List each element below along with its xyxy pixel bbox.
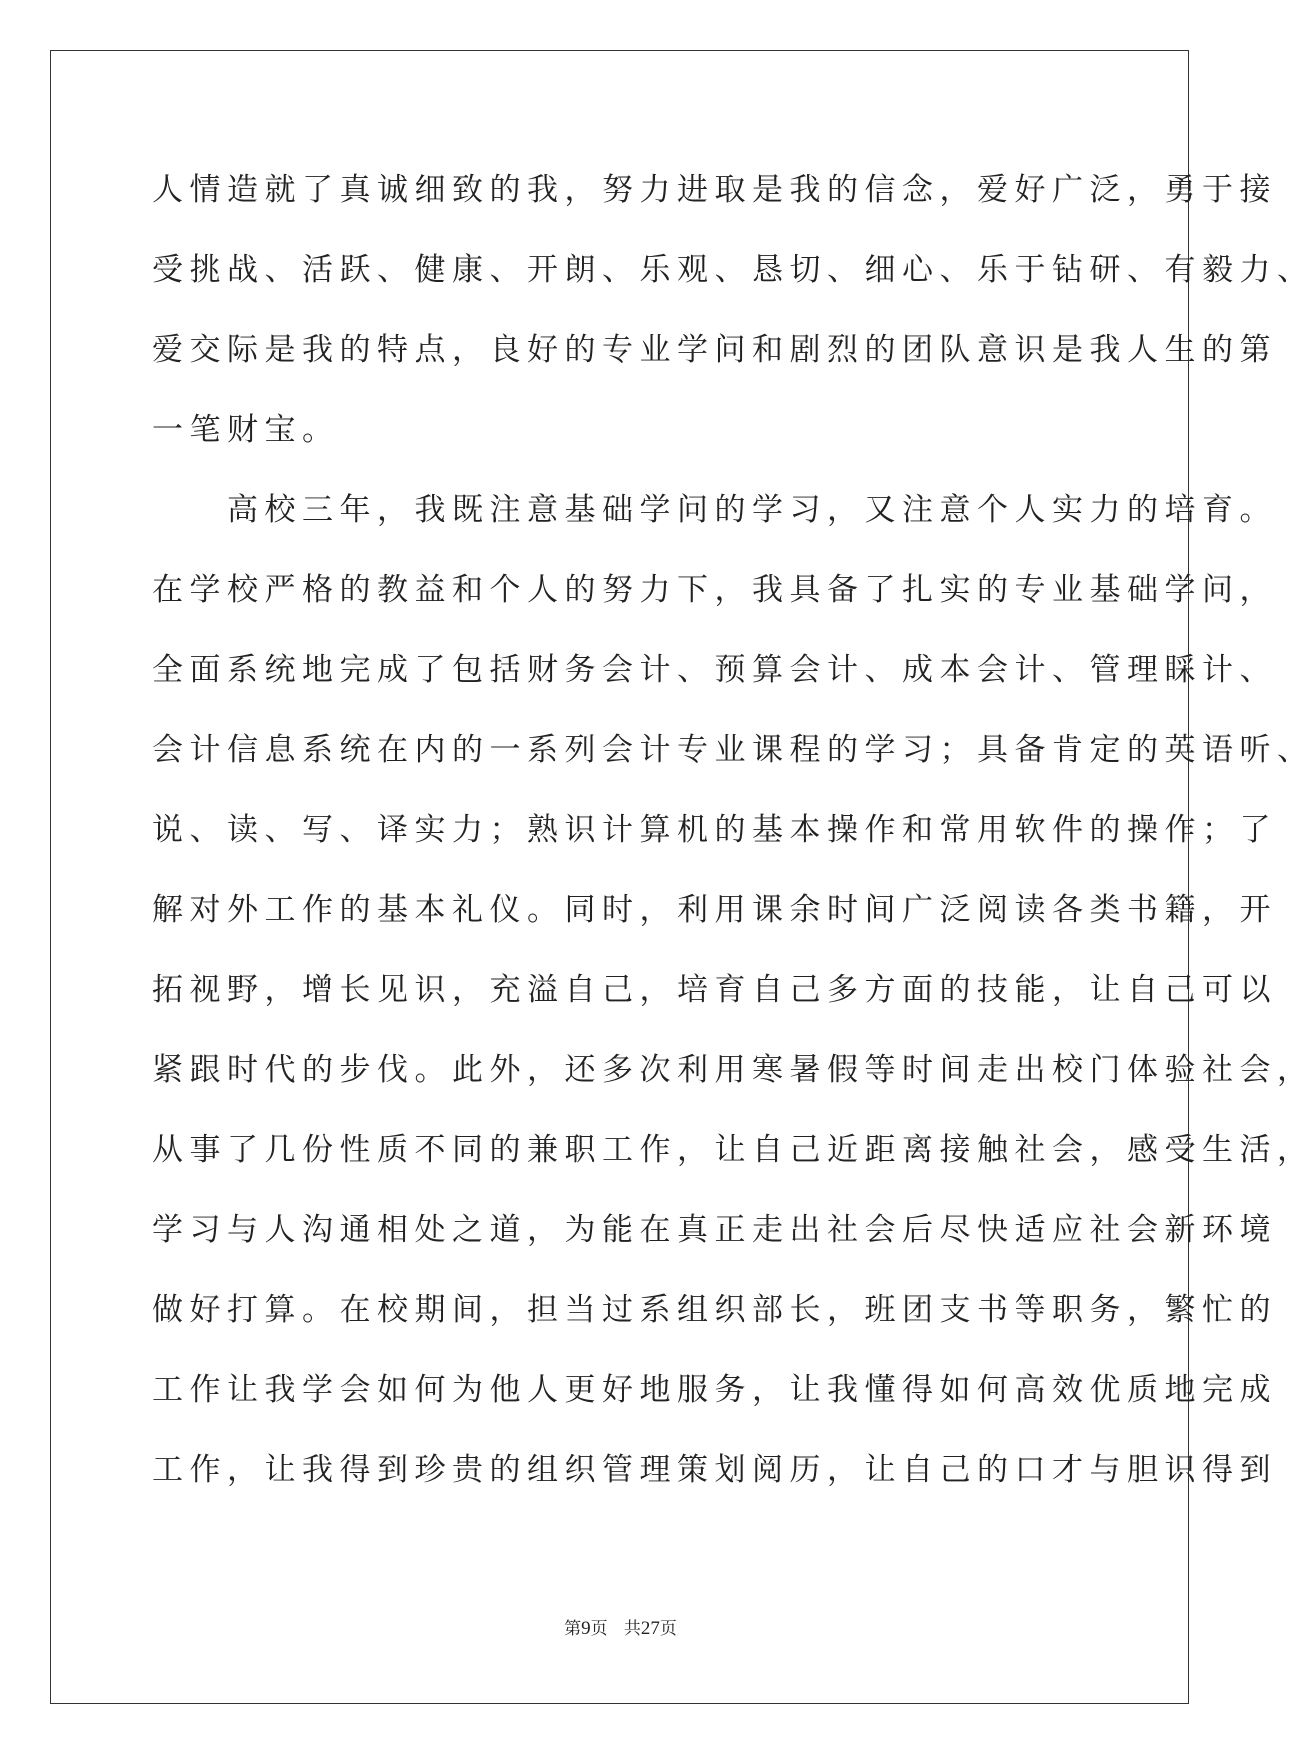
total-pages: 27 <box>640 1618 660 1639</box>
text-line: 一笔财宝。 <box>152 412 340 448</box>
text-line: 拓视野，增长见识，充溢自己，培育自己多方面的技能，让自己可以 <box>152 972 1277 1008</box>
text-line: 人情造就了真诚细致的我，努力进取是我的信念，爱好广泛，勇于接 <box>152 172 1277 208</box>
text-line: 在学校严格的教益和个人的努力下，我具备了扎实的专业基础学问， <box>152 572 1277 608</box>
text-line: 工作让我学会如何为他人更好地服务，让我懂得如何高效优质地完成 <box>152 1372 1277 1408</box>
page-suffix: 页 <box>590 1619 608 1639</box>
page-prefix: 第 <box>564 1619 582 1639</box>
total-suffix: 页 <box>659 1619 677 1639</box>
text-line: 工作，让我得到珍贵的组织管理策划阅历，让自己的口才与胆识得到 <box>152 1452 1277 1488</box>
text-line: 说、读、写、译实力；熟识计算机的基本操作和常用软件的操作；了 <box>152 812 1277 848</box>
paragraph-start-line: 高校三年，我既注意基础学问的学习，又注意个人实力的培育。 <box>152 492 1277 528</box>
total-prefix: 共 <box>623 1619 641 1639</box>
page-number: 9 <box>581 1618 591 1639</box>
text-line: 学习与人沟通相处之道，为能在真正走出社会后尽快适应社会新环境 <box>152 1212 1277 1248</box>
text-line: 会计信息系统在内的一系列会计专业课程的学习；具备肯定的英语听、 <box>152 732 1315 768</box>
text-line: 受挑战、活跃、健康、开朗、乐观、恳切、细心、乐于钻研、有毅力、 <box>152 252 1315 288</box>
page-footer <box>0 1614 1241 1640</box>
text-line: 全面系统地完成了包括财务会计、预算会计、成本会计、管理睬计、 <box>152 652 1277 688</box>
text-line: 解对外工作的基本礼仪。同时，利用课余时间广泛阅读各类书籍，开 <box>152 892 1277 928</box>
text-line: 从事了几份性质不同的兼职工作，让自己近距离接触社会，感受生活， <box>152 1132 1315 1168</box>
text-line: 爱交际是我的特点，良好的专业学问和剧烈的团队意识是我人生的第 <box>152 332 1277 368</box>
text-line: 做好打算。在校期间，担当过系组织部长，班团支书等职务，繁忙的 <box>152 1292 1277 1328</box>
text-line: 紧跟时代的步伐。此外，还多次利用寒暑假等时间走出校门体验社会， <box>152 1052 1315 1088</box>
document-body <box>152 150 1315 1510</box>
